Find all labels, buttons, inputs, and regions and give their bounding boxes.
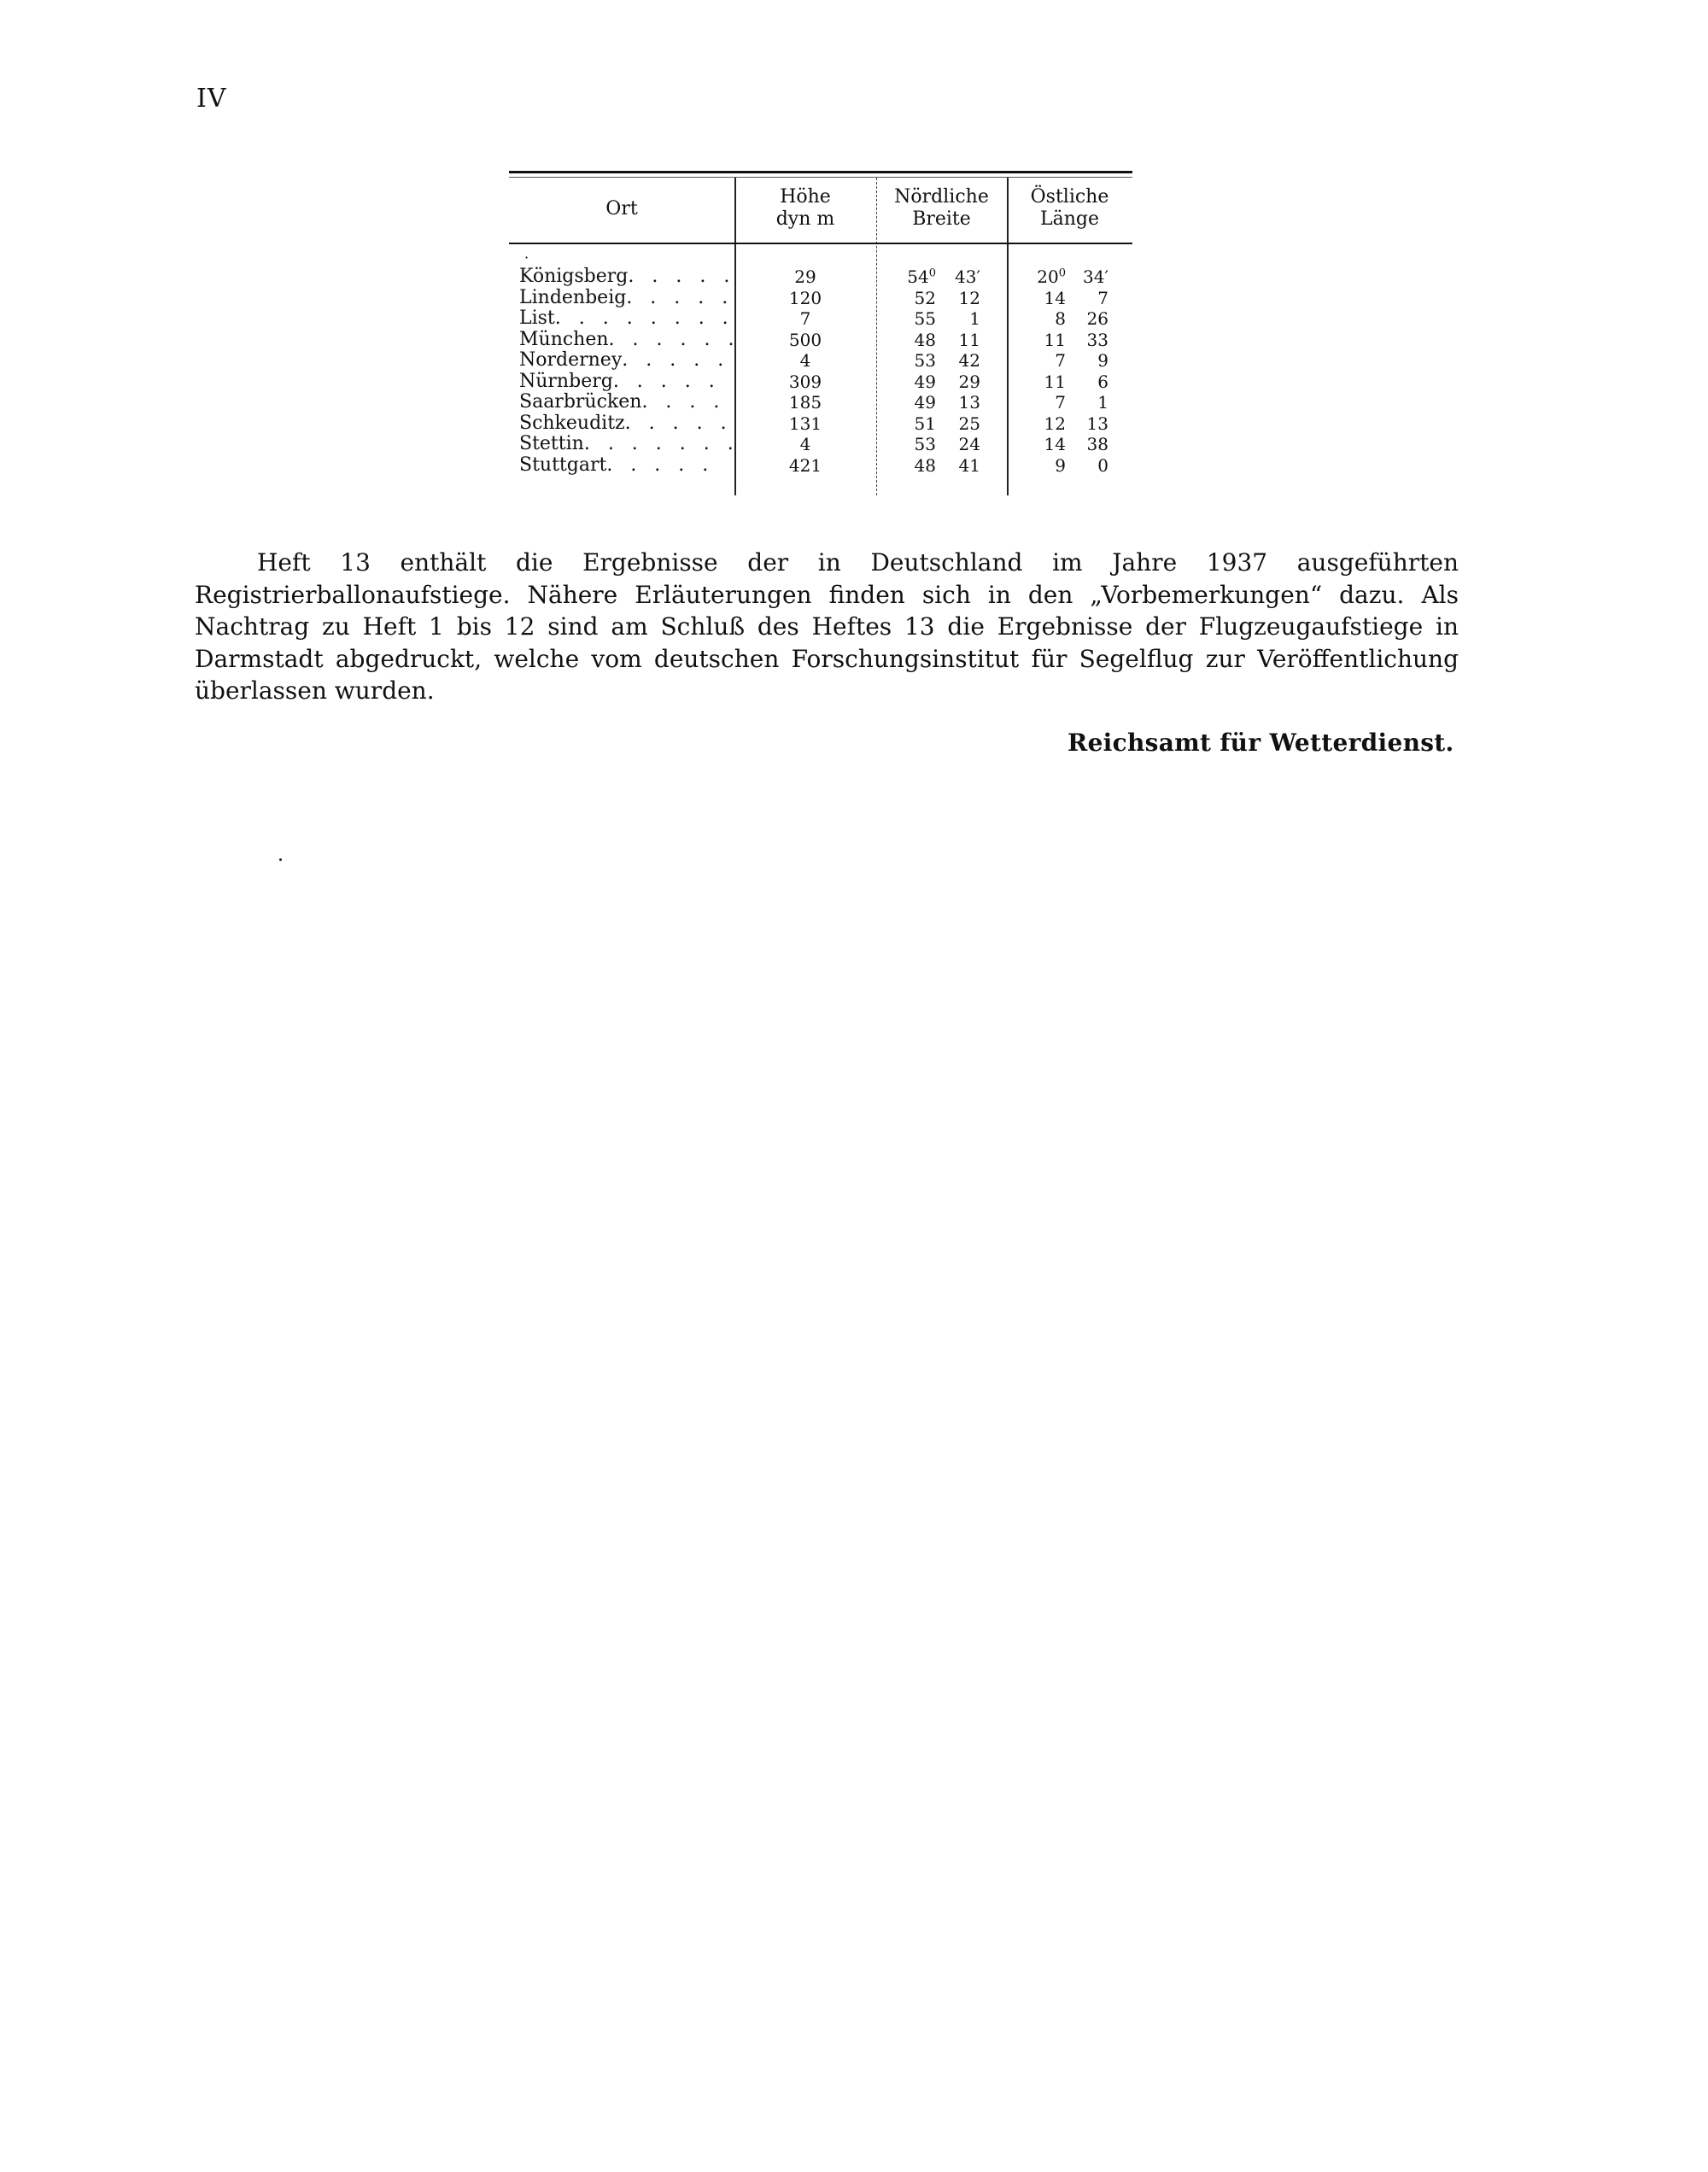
laenge-degrees-value: 20 (1037, 266, 1059, 287)
laenge-minutes: 33 (1086, 329, 1108, 350)
station-name-cell (519, 372, 724, 393)
breite-degrees (885, 413, 936, 435)
breite-minutes: 13 (958, 392, 980, 413)
header-breite (876, 186, 1007, 231)
laenge-degrees (1021, 330, 1066, 351)
breite-degrees (885, 350, 936, 372)
header-laenge-line2: Länge (1040, 208, 1099, 230)
breite-minutes: 41 (958, 454, 980, 476)
laenge-minutes: 0 (1097, 454, 1108, 476)
header-breite-line2: Breite (912, 208, 971, 230)
laenge-minutes: 34′ (1083, 266, 1108, 287)
table-row (509, 372, 1132, 393)
laenge-degrees-value: 14 (1044, 434, 1066, 454)
hoehe-value: 4 (799, 350, 811, 371)
table-row (509, 330, 1132, 351)
page-number: IV (196, 84, 227, 114)
header-hoehe (734, 186, 876, 231)
hoehe-value: 500 (788, 329, 822, 350)
breite-minutes: 11 (958, 329, 980, 350)
station-name-cell (519, 433, 740, 455)
hoehe-value: 309 (788, 371, 822, 392)
header-laenge (1007, 186, 1132, 231)
degree-mark: 0 (1058, 266, 1066, 280)
station-name: München (519, 328, 609, 350)
table-row (509, 266, 1132, 288)
breite-degrees (885, 308, 936, 330)
station-name: Schkeuditz (519, 412, 625, 434)
header-ort-label: Ort (605, 198, 638, 220)
breite-degrees-value: 49 (914, 371, 936, 392)
breite-degrees-value: 55 (914, 308, 936, 329)
print-speck (279, 858, 282, 861)
table-row (509, 392, 1132, 413)
laenge-minutes: 26 (1086, 308, 1108, 329)
laenge-degrees (1021, 308, 1066, 330)
header-ort (509, 198, 734, 220)
breite-degrees-value: 48 (914, 329, 936, 350)
station-name: List (519, 307, 555, 329)
signature: Reichsamt für Wetterdienst. (1068, 729, 1454, 757)
hoehe-value: 131 (788, 413, 822, 434)
laenge-minutes: 9 (1097, 350, 1108, 371)
stray-dot: · (524, 249, 529, 266)
header-breite-line1: Nördliche (894, 186, 989, 208)
leader-dots: . . . . . (612, 370, 721, 392)
breite-degrees-value: 52 (914, 287, 936, 308)
breite-degrees-value: 54 (907, 266, 929, 287)
hoehe-value: 4 (799, 434, 811, 454)
laenge-degrees (1021, 455, 1066, 477)
leader-dots: . . . . . (624, 412, 733, 434)
laenge-degrees-value: 7 (1055, 350, 1066, 371)
breite-minutes: 42 (958, 350, 980, 371)
laenge-degrees-value: 12 (1044, 413, 1066, 434)
breite-degrees (885, 372, 936, 393)
leader-dots: . . . . (641, 391, 726, 413)
laenge-degrees (1021, 288, 1066, 309)
laenge-degrees (1021, 413, 1066, 435)
breite-degrees-value: 48 (914, 454, 936, 476)
laenge-minutes: 13 (1086, 413, 1108, 434)
hoehe-value: 29 (794, 266, 816, 287)
breite-degrees-value: 51 (914, 413, 936, 434)
station-name: Nürnberg (519, 370, 613, 392)
table-row (509, 455, 1132, 477)
laenge-degrees (1021, 392, 1066, 413)
leader-dots: . . . . . . (608, 328, 740, 350)
breite-minutes: 12 (958, 287, 980, 308)
breite-degrees (885, 455, 936, 477)
table-top-rule-thin (509, 177, 1132, 178)
intro-text: Heft 13 enthält die Ergebnisse der in Deutschland im Jahre 1937 ausgeführten Registrierballonaufstiege. Nähere Erläuterungen finden sich in den „Vorbemerkungen“ dazu. Als Nachtrag zu Heft 1 bis 12 sind am Schluß des Heftes 13 die Ergebnisse der Flugzeugaufstiege in Darmstadt abgedruckt, welche vom deutschen Forschungsinstitut für Segelflug zur Veröffentlichung überlassen wurden. (195, 548, 1459, 705)
station-name-cell (519, 286, 734, 309)
header-hoehe-line1: Höhe (780, 186, 831, 208)
station-name-cell (519, 328, 740, 351)
breite-degrees (885, 434, 936, 455)
laenge-degrees-value: 7 (1055, 392, 1066, 413)
station-name: Stettin (519, 433, 584, 454)
laenge-minutes: 1 (1097, 392, 1108, 413)
station-name: Saarbrücken (519, 391, 642, 413)
laenge-minutes: 6 (1097, 371, 1108, 392)
leader-dots: . . . . . . . (583, 433, 740, 454)
breite-degrees-value: 53 (914, 434, 936, 454)
header-laenge-line1: Östliche (1030, 186, 1109, 208)
breite-degrees-value: 53 (914, 350, 936, 371)
table-body (509, 266, 1132, 476)
intro-paragraph (195, 547, 1459, 707)
breite-minutes: 25 (958, 413, 980, 434)
leader-dots: . . . . . (622, 349, 730, 371)
breite-minutes: 1 (969, 308, 980, 329)
laenge-minutes: 38 (1086, 434, 1108, 454)
leader-dots: . . . . . . . . (554, 307, 734, 329)
laenge-degrees (1021, 266, 1066, 288)
hoehe-value: 7 (799, 308, 811, 329)
hoehe-value: 120 (788, 287, 822, 308)
breite-degrees (885, 288, 936, 309)
degree-mark: 0 (928, 266, 936, 280)
table-top-rule (509, 171, 1132, 173)
table-row (509, 308, 1132, 330)
table-row (509, 350, 1132, 372)
table-row (509, 413, 1132, 435)
station-name-cell (519, 307, 734, 330)
breite-minutes: 43′ (955, 266, 980, 287)
breite-degrees (885, 266, 936, 288)
laenge-degrees-value: 11 (1044, 329, 1066, 350)
hoehe-value: 421 (788, 454, 822, 476)
breite-minutes: 29 (958, 371, 980, 392)
station-name-cell (519, 349, 730, 372)
table-row (509, 434, 1132, 455)
leader-dots: . . . . . (606, 454, 715, 476)
station-name-cell (519, 412, 733, 435)
leader-dots: . . . . . (626, 286, 734, 308)
breite-degrees (885, 392, 936, 413)
laenge-degrees (1021, 372, 1066, 393)
laenge-degrees (1021, 434, 1066, 455)
station-name: Norderney (519, 349, 623, 371)
laenge-degrees (1021, 350, 1066, 372)
table-header-rule (509, 243, 1132, 244)
laenge-degrees-value: 11 (1044, 371, 1066, 392)
laenge-minutes: 7 (1097, 287, 1108, 308)
station-name-cell (519, 392, 724, 413)
station-name: Königsberg (519, 266, 629, 287)
breite-minutes: 24 (958, 434, 980, 454)
leader-dots: . . . . . (628, 266, 736, 287)
breite-degrees (885, 330, 936, 351)
breite-degrees-value: 49 (914, 392, 936, 413)
hoehe-value: 185 (788, 392, 822, 413)
station-name-cell (519, 266, 736, 288)
header-hoehe-line2: dyn m (775, 208, 835, 230)
station-name: Stuttgart (519, 454, 607, 476)
stations-table (509, 171, 1132, 495)
laenge-degrees-value: 9 (1055, 454, 1066, 476)
laenge-degrees-value: 8 (1055, 308, 1066, 329)
table-row (509, 288, 1132, 309)
laenge-degrees-value: 14 (1044, 287, 1066, 308)
station-name-cell (519, 455, 724, 477)
station-name: Lindenbeig (519, 286, 627, 308)
